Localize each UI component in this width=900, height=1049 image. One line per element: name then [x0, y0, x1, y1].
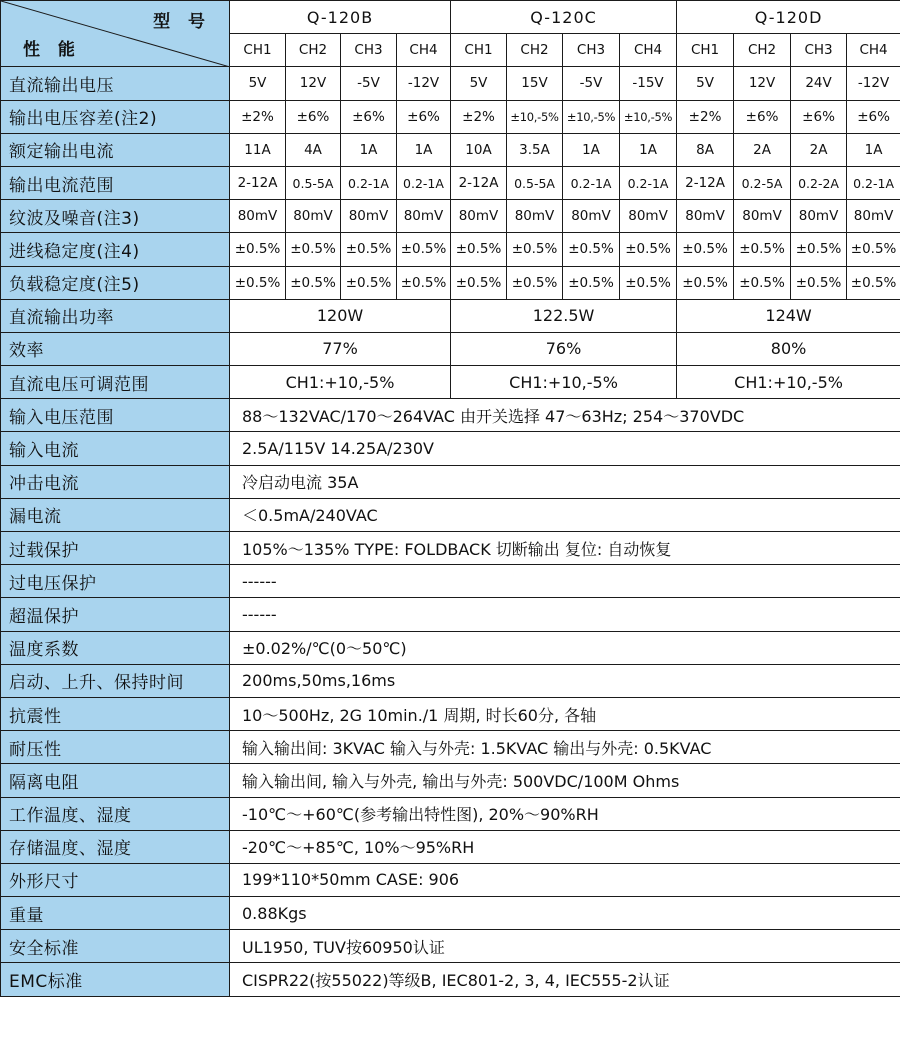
row-label: 效率 — [1, 332, 230, 365]
value-cell: 0.2-1A — [563, 166, 620, 199]
wide-value-cell: ±0.02%/℃(0～50℃) — [230, 631, 900, 664]
spec-row — [1, 830, 900, 863]
value-cell: ±10,-5% — [507, 100, 563, 133]
row-label: EMC标准 — [1, 963, 230, 996]
row-label: 抗震性 — [1, 697, 230, 730]
value-cell: ±0.5% — [451, 266, 507, 299]
value-cell: 80mV — [341, 200, 397, 233]
channel-header: CH4 — [397, 34, 451, 67]
row-label: 纹波及噪音(注3) — [1, 200, 230, 233]
row-label: 过载保护 — [1, 532, 230, 565]
row-label: 耐压性 — [1, 731, 230, 764]
row-label: 过电压保护 — [1, 565, 230, 598]
value-cell: ±10,-5% — [563, 100, 620, 133]
spec-row — [1, 366, 900, 399]
value-cell: ±0.5% — [286, 266, 341, 299]
row-label: 冲击电流 — [1, 465, 230, 498]
value-cell: 2A — [734, 133, 791, 166]
value-cell: ±0.5% — [230, 266, 286, 299]
value-cell: 2-12A — [230, 166, 286, 199]
row-label: 隔离电阻 — [1, 764, 230, 797]
spec-row — [1, 166, 900, 199]
spec-row — [1, 897, 900, 930]
spec-row — [1, 963, 900, 996]
value-cell: ±0.5% — [507, 233, 563, 266]
channel-header: CH2 — [507, 34, 563, 67]
value-cell: ±0.5% — [341, 266, 397, 299]
value-cell: 0.2-5A — [734, 166, 791, 199]
channel-header: CH1 — [677, 34, 734, 67]
wide-value-cell: 0.88Kgs — [230, 897, 900, 930]
wide-value-cell: 10～500Hz, 2G 10min./1 周期, 时长60分, 各轴 — [230, 697, 900, 730]
value-cell: 0.5-5A — [507, 166, 563, 199]
model-value-cell: 80% — [677, 332, 900, 365]
value-cell: 80mV — [451, 200, 507, 233]
value-cell: 2A — [791, 133, 847, 166]
value-cell: ±2% — [677, 100, 734, 133]
value-cell: 80mV — [620, 200, 677, 233]
value-cell: 15V — [507, 67, 563, 100]
value-cell: ±0.5% — [507, 266, 563, 299]
model-label: 型 号 — [153, 12, 211, 32]
row-label: 进线稳定度(注4) — [1, 233, 230, 266]
value-cell: ±0.5% — [677, 233, 734, 266]
value-cell: -12V — [397, 67, 451, 100]
row-label: 温度系数 — [1, 631, 230, 664]
spec-row — [1, 200, 900, 233]
row-label: 重量 — [1, 897, 230, 930]
row-label: 漏电流 — [1, 498, 230, 531]
wide-value-cell: ------ — [230, 565, 900, 598]
model-value-cell: CH1:+10,-5% — [677, 366, 900, 399]
spec-row — [1, 664, 900, 697]
row-label: 存储温度、湿度 — [1, 830, 230, 863]
value-cell: -12V — [847, 67, 900, 100]
value-cell: 0.2-1A — [847, 166, 900, 199]
value-cell: ±0.5% — [791, 233, 847, 266]
spec-row — [1, 863, 900, 896]
row-label: 超温保护 — [1, 598, 230, 631]
value-cell: 4A — [286, 133, 341, 166]
wide-value-cell: 输入输出间, 输入与外壳, 输出与外壳: 500VDC/100M Ohms — [230, 764, 900, 797]
value-cell: ±6% — [791, 100, 847, 133]
value-cell: ±0.5% — [563, 233, 620, 266]
row-label: 安全标准 — [1, 930, 230, 963]
spec-row — [1, 797, 900, 830]
channel-header: CH1 — [451, 34, 507, 67]
model-value-cell: 77% — [230, 332, 451, 365]
value-cell: ±0.5% — [734, 266, 791, 299]
channel-header: CH2 — [286, 34, 341, 67]
model-header-3: Q-120D — [677, 1, 900, 34]
value-cell: ±0.5% — [451, 233, 507, 266]
wide-value-cell: 200ms,50ms,16ms — [230, 664, 900, 697]
value-cell: 80mV — [734, 200, 791, 233]
row-label: 直流电压可调范围 — [1, 366, 230, 399]
value-cell: 80mV — [507, 200, 563, 233]
value-cell: 10A — [451, 133, 507, 166]
value-cell: 12V — [734, 67, 791, 100]
wide-value-cell: UL1950, TUV按60950认证 — [230, 930, 900, 963]
channel-header: CH1 — [230, 34, 286, 67]
value-cell: -5V — [563, 67, 620, 100]
spec-row — [1, 266, 900, 299]
spec-row — [1, 399, 900, 432]
row-label: 工作温度、湿度 — [1, 797, 230, 830]
wide-value-cell: -20℃～+85℃, 10%～95%RH — [230, 830, 900, 863]
value-cell: ±0.5% — [341, 233, 397, 266]
value-cell: ±0.5% — [397, 233, 451, 266]
channel-header: CH2 — [734, 34, 791, 67]
row-label: 额定输出电流 — [1, 133, 230, 166]
wide-value-cell: 冷启动电流 35A — [230, 465, 900, 498]
value-cell: 1A — [847, 133, 900, 166]
spec-row — [1, 432, 900, 465]
value-cell: 0.2-1A — [341, 166, 397, 199]
value-cell: ±0.5% — [734, 233, 791, 266]
spec-row — [1, 498, 900, 531]
channel-header: CH3 — [563, 34, 620, 67]
spec-row — [1, 133, 900, 166]
value-cell: ±0.5% — [791, 266, 847, 299]
spec-row — [1, 697, 900, 730]
value-cell: ±0.5% — [847, 266, 900, 299]
value-cell: ±0.5% — [677, 266, 734, 299]
channel-header: CH3 — [791, 34, 847, 67]
value-cell: -15V — [620, 67, 677, 100]
value-cell: ±6% — [286, 100, 341, 133]
spec-row — [1, 532, 900, 565]
value-cell: 80mV — [791, 200, 847, 233]
spec-row — [1, 332, 900, 365]
value-cell: ±0.5% — [230, 233, 286, 266]
spec-row — [1, 299, 900, 332]
value-cell: 5V — [677, 67, 734, 100]
performance-label: 性 能 — [23, 40, 81, 61]
model-header-1: Q-120B — [230, 1, 451, 34]
value-cell: 1A — [397, 133, 451, 166]
spec-row — [1, 565, 900, 598]
spec-row — [1, 631, 900, 664]
value-cell: 80mV — [230, 200, 286, 233]
spec-row — [1, 764, 900, 797]
model-header-2: Q-120C — [451, 1, 677, 34]
channel-header: CH4 — [620, 34, 677, 67]
value-cell: ±6% — [734, 100, 791, 133]
value-cell: 8A — [677, 133, 734, 166]
model-value-cell: 124W — [677, 299, 900, 332]
wide-value-cell: -10℃～+60℃(参考输出特性图), 20%～90%RH — [230, 797, 900, 830]
value-cell: 11A — [230, 133, 286, 166]
value-cell: ±2% — [230, 100, 286, 133]
value-cell: 5V — [451, 67, 507, 100]
row-label: 负载稳定度(注5) — [1, 266, 230, 299]
value-cell: 3.5A — [507, 133, 563, 166]
spec-row — [1, 598, 900, 631]
row-label: 直流输出电压 — [1, 67, 230, 100]
value-cell: 1A — [563, 133, 620, 166]
value-cell: ±0.5% — [620, 233, 677, 266]
row-label: 输入电压范围 — [1, 399, 230, 432]
value-cell: ±0.5% — [563, 266, 620, 299]
value-cell: 80mV — [677, 200, 734, 233]
spec-row — [1, 67, 900, 100]
channel-header: CH4 — [847, 34, 900, 67]
channel-header: CH3 — [341, 34, 397, 67]
value-cell: 0.5-5A — [286, 166, 341, 199]
value-cell: ±0.5% — [397, 266, 451, 299]
row-label: 启动、上升、保持时间 — [1, 664, 230, 697]
value-cell: 80mV — [847, 200, 900, 233]
value-cell: ±10,-5% — [620, 100, 677, 133]
value-cell: 0.2-2A — [791, 166, 847, 199]
wide-value-cell: 输入输出间: 3KVAC 输入与外壳: 1.5KVAC 输出与外壳: 0.5KVAC — [230, 731, 900, 764]
model-value-cell: 122.5W — [451, 299, 677, 332]
value-cell: 5V — [230, 67, 286, 100]
spec-row — [1, 465, 900, 498]
spec-table-body — [1, 1, 900, 997]
model-value-cell: 76% — [451, 332, 677, 365]
value-cell: 80mV — [397, 200, 451, 233]
wide-value-cell: 2.5A/115V 14.25A/230V — [230, 432, 900, 465]
wide-value-cell: 199*110*50mm CASE: 906 — [230, 863, 900, 896]
wide-value-cell: 88～132VAC/170～264VAC 由开关选择 47～63Hz; 254～370VDC — [230, 399, 900, 432]
value-cell: 2-12A — [677, 166, 734, 199]
value-cell: 24V — [791, 67, 847, 100]
value-cell: ±6% — [341, 100, 397, 133]
header-row-models — [1, 1, 900, 34]
value-cell: ±0.5% — [847, 233, 900, 266]
row-label: 直流输出功率 — [1, 299, 230, 332]
value-cell: 0.2-1A — [620, 166, 677, 199]
spec-row — [1, 100, 900, 133]
value-cell: 1A — [620, 133, 677, 166]
wide-value-cell: ＜0.5mA/240VAC — [230, 498, 900, 531]
value-cell: ±2% — [451, 100, 507, 133]
spec-row — [1, 731, 900, 764]
value-cell: ±6% — [847, 100, 900, 133]
header-diagonal-cell — [1, 1, 230, 67]
row-label: 输出电流范围 — [1, 166, 230, 199]
value-cell: 2-12A — [451, 166, 507, 199]
value-cell: ±0.5% — [620, 266, 677, 299]
row-label: 外形尺寸 — [1, 863, 230, 896]
value-cell: -5V — [341, 67, 397, 100]
value-cell: 1A — [341, 133, 397, 166]
value-cell: 12V — [286, 67, 341, 100]
wide-value-cell: CISPR22(按55022)等级B, IEC801-2, 3, 4, IEC555-2认证 — [230, 963, 900, 996]
model-value-cell: 120W — [230, 299, 451, 332]
row-label: 输出电压容差(注2) — [1, 100, 230, 133]
model-value-cell: CH1:+10,-5% — [230, 366, 451, 399]
value-cell: ±6% — [397, 100, 451, 133]
model-value-cell: CH1:+10,-5% — [451, 366, 677, 399]
spec-row — [1, 233, 900, 266]
wide-value-cell: ------ — [230, 598, 900, 631]
row-label: 输入电流 — [1, 432, 230, 465]
value-cell: 80mV — [563, 200, 620, 233]
spec-row — [1, 930, 900, 963]
wide-value-cell: 105%～135% TYPE: FOLDBACK 切断输出 复位: 自动恢复 — [230, 532, 900, 565]
value-cell: 80mV — [286, 200, 341, 233]
value-cell: 0.2-1A — [397, 166, 451, 199]
value-cell: ±0.5% — [286, 233, 341, 266]
